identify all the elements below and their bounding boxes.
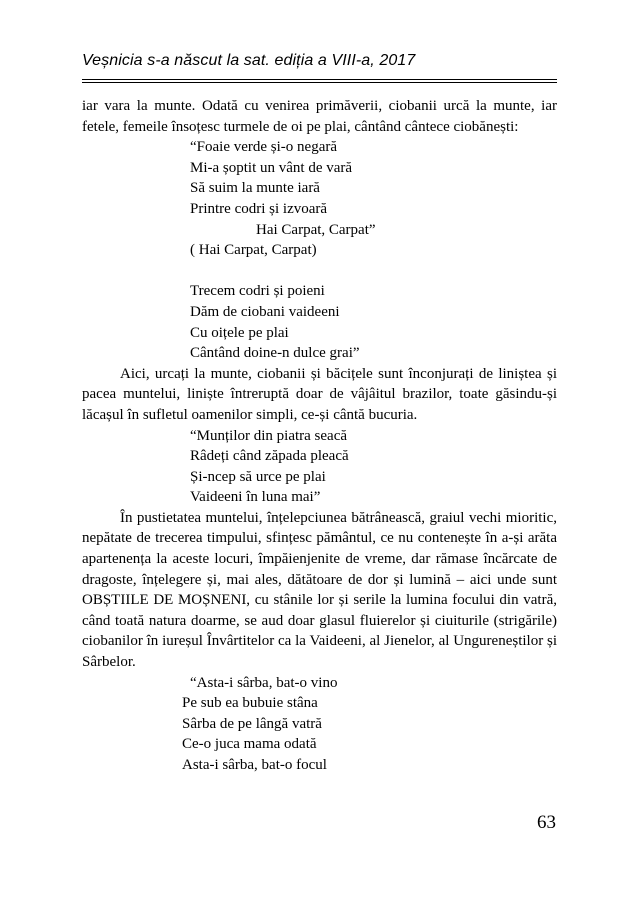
verse-line: Dăm de ciobani vaideeni [190, 303, 340, 320]
verse-line: “Foaie verde și-o negară [190, 139, 338, 156]
verse-foaie-verde [82, 137, 557, 364]
paragraph-3: În pustietatea muntelui, înțelepciunea bătrânească, graiul vechi mioritic, nepătate de trecerea timpului, sfințesc pământul, ce nu contenește în a-și arăta apartenența la aceste locuri, împăienjenite de vreme, dar rămase încărcate de dragoste, înțelegere și, mai ales, dătătoare de dor și lumină – aici unde sunt OBȘTIILE DE MOȘNENI, cu stânile lor și serile la lumina focului din vatră, când toată natura doarme, se aud doar glasul fluierelor și ciuiturile (strigările) ciobanilor în iureșul Învârtitelor ca la Vaideeni, al Jienelor, al Ungureneștilor și Sârbelor. [82, 509, 557, 671]
verse-line: Mi-a șoptit un vânt de vară [190, 159, 353, 176]
page-body [82, 96, 557, 776]
verse-line: Pe sub ea bubuie stâna [182, 695, 318, 712]
verse-line: Printre codri și izvoară [190, 200, 328, 217]
verse-refrain-echo: ( Hai Carpat, Carpat) [190, 242, 317, 259]
verse-line: Trecem codri și poieni [190, 283, 325, 300]
stanza-break [190, 261, 557, 282]
verse-line: Cu oițele pe plai [190, 324, 289, 341]
verse-line: Să suim la munte iară [190, 180, 320, 197]
page-number: 63 [537, 812, 556, 833]
verse-line: Sârba de pe lângă vatră [182, 715, 322, 732]
verse-line: Râdeți când zăpada pleacă [190, 448, 349, 465]
verse-line: Vaideeni în luna mai” [190, 489, 321, 506]
verse-line: “Munților din piatra seacă [190, 427, 348, 444]
verse-sarba [82, 673, 557, 776]
header-rule-top [82, 79, 557, 80]
verse-line: “Asta-i sârba, bat-o vino [190, 674, 338, 691]
verse-line: Și-ncep să urce pe plai [190, 468, 326, 485]
running-header: Veșnicia s-a născut la sat. ediția a VIII-a, 2017 [82, 52, 416, 69]
verse-line: Asta-i sârba, bat-o focul [182, 757, 327, 773]
verse-line: Cântând doine-n dulce grai” [190, 345, 360, 362]
verse-refrain: Hai Carpat, Carpat” [256, 221, 376, 238]
verse-line: Ce-o juca mama odată [182, 736, 317, 753]
paragraph-2: Aici, urcați la munte, ciobanii și băcițele sunt înconjurați de liniștea și pacea muntelui, liniște întreruptă doar de vâjâitul brazilor, toate găsindu-și lăcașul în sufletul oamenilor simpli, ce-și cântă bucuria. [82, 365, 557, 423]
verse-muntilor [82, 426, 557, 508]
paragraph-1: iar vara la munte. Odată cu venirea primăverii, ciobanii urcă la munte, iar fetele, femeile însoțesc turmele de oi pe plai, cântând cântece ciobănești: [82, 98, 557, 135]
header-rule-bottom [82, 82, 557, 83]
